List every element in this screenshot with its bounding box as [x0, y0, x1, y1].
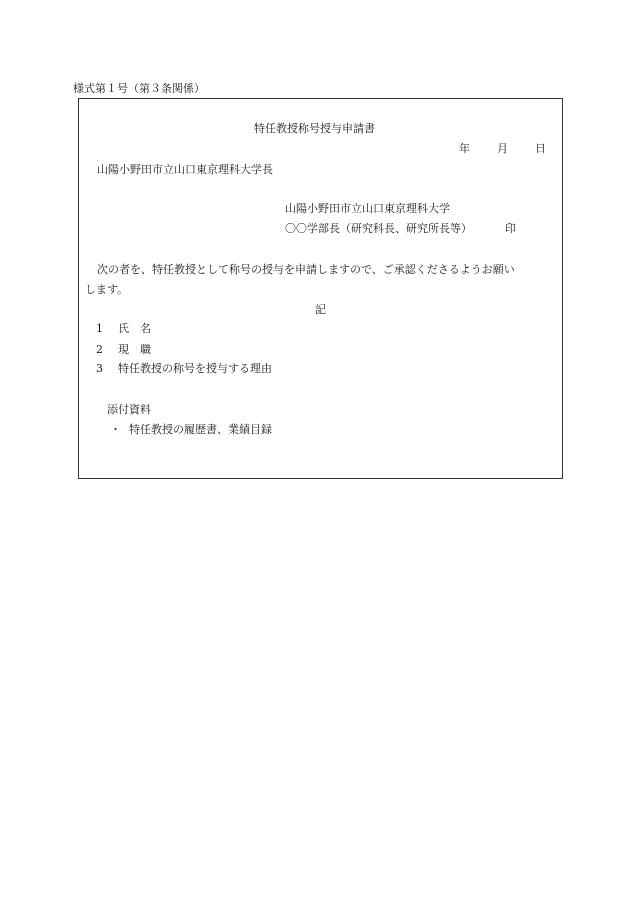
item-label-current-position: 現 職 [118, 343, 151, 356]
seal-mark: 印 [505, 222, 516, 235]
application-form-frame [78, 98, 563, 479]
request-body-line-2: します。 [85, 283, 129, 296]
ki-heading: 記 [315, 303, 326, 316]
item-number: 1 [96, 322, 103, 335]
attachments-heading: 添付資料 [107, 403, 151, 416]
item-number: 3 [96, 362, 103, 375]
date-day-label: 日 [535, 142, 546, 155]
form-number-label: 様式第１号（第３条関係） [73, 82, 205, 95]
sender-role: 〇〇学部長（研究科長、研究所長等） [285, 222, 472, 235]
item-number: 2 [96, 343, 103, 356]
item-label-reason: 特任教授の称号を授与する理由 [118, 362, 272, 375]
date-month-label: 月 [497, 142, 508, 155]
addressee: 山陽小野田市立山口東京理科大学長 [97, 163, 273, 176]
document-title: 特任教授称号授与申請書 [254, 122, 375, 135]
sender-university: 山陽小野田市立山口東京理科大学 [285, 202, 450, 215]
date-year-label: 年 [459, 142, 470, 155]
request-body-line-1: 次の者を、特任教授として称号の授与を申請しますので、ご承認くださるようお願い [97, 263, 515, 276]
bullet-icon: ・ [110, 423, 121, 436]
item-label-name: 氏 名 [118, 322, 151, 335]
attachment-item: 特任教授の履歴書、業績目録 [129, 423, 272, 436]
